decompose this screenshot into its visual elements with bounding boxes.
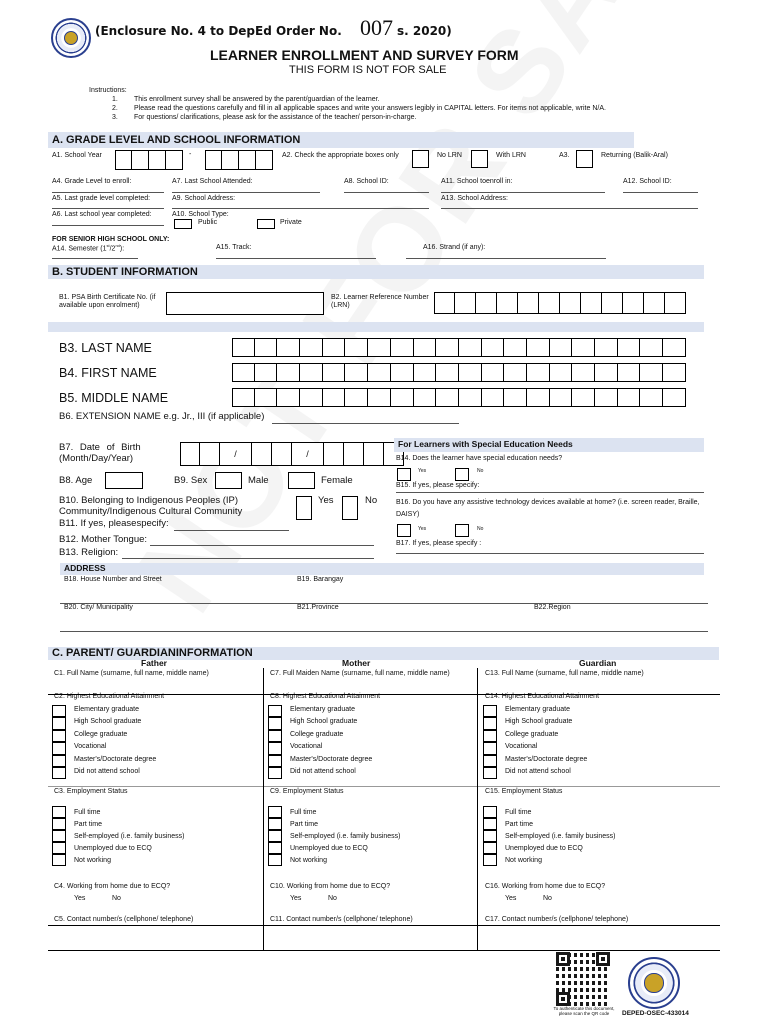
shs-label: FOR SENIOR HIGH SCHOOL ONLY: (52, 236, 170, 243)
a6-label: A6. Last school year completed: (52, 211, 152, 218)
enclosure-suffix: s. 2020) (397, 24, 452, 38)
educ-option: Master's/Doctorate degree (74, 755, 157, 763)
b17-label: B17. If yes, please specify : (396, 540, 482, 547)
educ-option: Elementary graduate (505, 706, 570, 713)
middle-name-boxes[interactable] (232, 388, 686, 407)
middle-name-box[interactable] (595, 388, 618, 407)
last-name-box[interactable] (459, 338, 482, 357)
female-label: Female (321, 475, 353, 486)
a11-label: A11. School toenroll in: (441, 178, 513, 185)
full-name-label: C13. Full Name (surname, full name, middle name) (485, 670, 644, 677)
last-name-box[interactable] (572, 338, 595, 357)
a14-field[interactable] (52, 258, 138, 259)
middle-name-box[interactable] (232, 388, 255, 407)
b12-label: B12. Mother Tongue: (59, 534, 148, 545)
age-field[interactable] (105, 472, 143, 489)
last-name-box[interactable] (436, 338, 459, 357)
middle-name-box[interactable] (368, 388, 391, 407)
a1-label: A1. School Year (52, 152, 102, 159)
educ-label: C8. Highest Educational Attainment (270, 693, 381, 700)
middle-name-box[interactable] (277, 388, 300, 407)
first-name-box[interactable] (618, 363, 641, 382)
first-name-box[interactable] (368, 363, 391, 382)
last-name-box[interactable] (232, 338, 255, 357)
form-title: LEARNER ENROLLMENT AND SURVEY FORM (210, 47, 519, 63)
employment-option: Not working (290, 857, 327, 864)
last-name-box[interactable] (414, 338, 437, 357)
last-name-box[interactable] (277, 338, 300, 357)
a8-label: A8. School ID: (344, 178, 389, 185)
a12-field[interactable] (623, 192, 698, 193)
educ-checkbox[interactable] (268, 730, 282, 742)
col-divider-2 (477, 668, 478, 950)
instructions-label: Instructions: (89, 87, 127, 94)
a16-label: A16. Strand (if any): (423, 244, 486, 251)
middle-name-box[interactable] (504, 388, 527, 407)
educ-option: Did not attend school (74, 768, 140, 775)
employment-option: Self-employed (i.e. family business) (290, 833, 401, 840)
middle-name-box[interactable] (527, 388, 550, 407)
first-name-box[interactable] (414, 363, 437, 382)
mother-tongue-field[interactable] (150, 545, 374, 546)
dob-digit-box[interactable] (344, 442, 364, 466)
educ-option: High School graduate (505, 718, 573, 726)
a15-field[interactable] (216, 258, 376, 259)
public-label: Public (198, 219, 218, 226)
with-lrn-checkbox[interactable] (471, 150, 488, 168)
order-number: 007 (360, 15, 393, 40)
column-head: Guardian (579, 658, 617, 668)
first-name-box[interactable] (300, 363, 323, 382)
b21-label: B21.Province (297, 604, 339, 611)
address-line-2[interactable] (60, 631, 708, 632)
employment-checkbox[interactable] (483, 842, 497, 854)
b20-label: B20. City/ Municipality (64, 604, 133, 611)
last-name-box[interactable] (618, 338, 641, 357)
b2-label: B2. Learner Reference Number (LRN) (331, 294, 429, 310)
educ-checkbox[interactable] (483, 755, 497, 767)
b16-label: B16. Do you have any assistive technology devices available at home? (i.e. screen reader, Braille, DAISY) (396, 499, 700, 518)
psa-birth-cert-field[interactable] (166, 292, 324, 315)
female-checkbox[interactable] (288, 472, 315, 489)
assistive-no-checkbox[interactable] (455, 524, 469, 537)
form-subtitle: THIS FORM IS NOT FOR SALE (289, 64, 447, 76)
contact-label: C11. Contact number/s (cellphone/ telephone) (270, 916, 413, 923)
address-line-1[interactable] (60, 603, 708, 604)
sped-yes-checkbox[interactable] (397, 468, 411, 481)
educ-checkbox[interactable] (483, 742, 497, 754)
educ-option: Vocational (290, 743, 323, 751)
employment-option: Not working (505, 857, 542, 864)
deped-seal-footer (628, 957, 680, 1009)
employment-checkbox[interactable] (268, 830, 282, 842)
a13-field[interactable] (441, 208, 698, 209)
last-name-box[interactable] (482, 338, 505, 357)
assistive-yes-label: Yes (418, 526, 427, 532)
educ-option: Did not attend school (290, 768, 356, 775)
lrn-box[interactable] (602, 292, 623, 314)
wfh-no[interactable]: No (543, 895, 552, 902)
a8-field[interactable] (344, 192, 429, 193)
a9-field[interactable] (172, 208, 429, 209)
employment-option: Part time (505, 821, 534, 828)
employment-checkbox[interactable] (268, 854, 282, 866)
first-name-box[interactable] (277, 363, 300, 382)
employment-option: Part time (74, 821, 103, 828)
employment-checkbox[interactable] (52, 842, 66, 854)
wfh-yes[interactable]: Yes (505, 895, 517, 902)
middle-name-box[interactable] (391, 388, 414, 407)
sped-no-label: No (477, 468, 484, 474)
middle-name-box[interactable] (459, 388, 482, 407)
middle-name-box[interactable] (640, 388, 663, 407)
full-name-label: C7. Full Maiden Name (surname, full name, middle name) (270, 670, 450, 677)
first-name-box[interactable] (436, 363, 459, 382)
educ-checkbox[interactable] (52, 705, 66, 717)
public-checkbox[interactable] (174, 219, 192, 229)
middle-name-box[interactable] (482, 388, 505, 407)
educ-checkbox[interactable] (268, 705, 282, 717)
column-head: Father (141, 658, 167, 668)
dob-digit-box[interactable] (272, 442, 292, 466)
employment-checkbox[interactable] (483, 830, 497, 842)
educ-option: College graduate (290, 730, 344, 738)
wfh-label: C4. Working from home due to ECQ? (54, 883, 171, 890)
wfh-no[interactable]: No (328, 895, 337, 902)
sped-specify-field[interactable] (396, 492, 704, 493)
b11-label: B11. If yes, pleasespecify: (59, 518, 169, 529)
full-name-label: C1. Full Name (surname, full name, middle name) (54, 670, 209, 677)
first-name-box[interactable] (459, 363, 482, 382)
ip-no-checkbox[interactable] (342, 496, 358, 520)
educ-label: C2. Highest Educational Attainment (54, 693, 165, 700)
b10-label: B10. Belonging to Indigenous Peoples (IP) Community/Indigenous Cultural Community (59, 495, 243, 517)
middle-name-box[interactable] (572, 388, 595, 407)
employment-option: Unemployed due to ECQ (290, 845, 368, 852)
ip-specify-field[interactable] (174, 530, 289, 531)
instruction-text: This enrollment survey shall be answered by the parent/guardian of the learner. (134, 96, 380, 103)
column-head: Mother (342, 658, 371, 668)
a5-label: A5. Last grade level completed: (52, 195, 151, 202)
last-name-box[interactable] (640, 338, 663, 357)
divider-contact (48, 925, 720, 926)
divider-bottom (48, 950, 720, 951)
middle-name-box[interactable] (436, 388, 459, 407)
middle-name-box[interactable] (550, 388, 573, 407)
lrn-box[interactable] (581, 292, 602, 314)
dob-digit-box[interactable] (324, 442, 344, 466)
employment-option: Full time (505, 809, 532, 816)
deped-seal-logo (51, 18, 91, 58)
employment-checkbox[interactable] (268, 806, 282, 818)
employment-option: Unemployed due to ECQ (74, 845, 152, 852)
lrn-box[interactable] (455, 292, 476, 314)
sped-no-checkbox[interactable] (455, 468, 469, 481)
lrn-box[interactable] (539, 292, 560, 314)
lrn-box[interactable] (560, 292, 581, 314)
private-label: Private (280, 219, 302, 226)
a3-label: A3. (559, 152, 570, 159)
wfh-label: C16. Working from home due to ECQ? (485, 883, 606, 890)
returning-label: Returning (Balik-Aral) (601, 152, 668, 159)
no-lrn-checkbox[interactable] (412, 150, 429, 168)
educ-option: Vocational (505, 743, 538, 751)
educ-option: Did not attend school (505, 768, 571, 775)
dob-digit-box[interactable] (364, 442, 384, 466)
middle-name-box[interactable] (345, 388, 368, 407)
section-c-title: C. PARENT/ GUARDIANINFORMATION (52, 647, 253, 659)
educ-option: Vocational (74, 743, 107, 751)
employment-checkbox[interactable] (52, 806, 66, 818)
lrn-box[interactable] (434, 292, 455, 314)
a7-field[interactable] (172, 192, 320, 193)
first-name-box[interactable] (595, 363, 618, 382)
dob-digit-box[interactable] (180, 442, 200, 466)
qr-code (556, 952, 610, 1006)
section-a-title: A. GRADE LEVEL AND SCHOOL INFORMATION (52, 134, 301, 146)
document-code: DEPED-OSEC-433014 (622, 1010, 689, 1017)
ip-no-label: No (365, 495, 378, 506)
dob-digit-box[interactable] (252, 442, 272, 466)
educ-checkbox[interactable] (52, 755, 66, 767)
school-year-start-boxes[interactable] (115, 150, 183, 170)
educ-option: College graduate (505, 730, 559, 738)
educ-label: C14. Highest Educational Attainment (485, 693, 600, 700)
a5-field[interactable] (52, 208, 164, 209)
a9-label: A9. School Address: (172, 195, 236, 202)
a7-label: A7. Last School Attended: (172, 178, 253, 185)
educ-checkbox[interactable] (268, 767, 282, 779)
last-name-boxes[interactable] (232, 338, 686, 357)
employment-option: Self-employed (i.e. family business) (505, 833, 616, 840)
wfh-label: C10. Working from home due to ECQ? (270, 883, 391, 890)
b19-label: B19. Barangay (297, 576, 344, 583)
educ-checkbox[interactable] (483, 730, 497, 742)
a1-dash: - (189, 151, 192, 158)
instruction-num: 1. (112, 96, 118, 103)
educ-checkbox[interactable] (268, 742, 282, 754)
educ-option: Elementary graduate (290, 706, 355, 713)
educ-checkbox[interactable] (483, 717, 497, 729)
enclosure-prefix: (Enclosure No. 4 to DepEd Order No. (95, 24, 342, 38)
ip-yes-label: Yes (318, 495, 334, 506)
employment-label: C15. Employment Status (485, 788, 563, 795)
employment-option: Unemployed due to ECQ (505, 845, 583, 852)
wfh-yes[interactable]: Yes (290, 895, 302, 902)
first-name-box[interactable] (345, 363, 368, 382)
qr-note: To authenticate this document, please scan the QR code (553, 1006, 615, 1016)
b5-label: B5. MIDDLE NAME (59, 391, 169, 405)
a13-label: A13. School Address: (441, 195, 508, 202)
male-label: Male (248, 475, 269, 486)
last-name-box[interactable] (255, 338, 278, 357)
educ-checkbox[interactable] (52, 767, 66, 779)
with-lrn-label: With LRN (496, 152, 526, 159)
dob-digit-box[interactable] (200, 442, 220, 466)
returning-checkbox[interactable] (576, 150, 593, 168)
b15-label: B15. If yes, please specify: (396, 482, 480, 489)
instruction-num: 2. (112, 105, 118, 112)
dob-separator: / (220, 442, 252, 466)
a12-label: A12. School ID: (623, 178, 672, 185)
divider-emp (48, 786, 720, 787)
assistive-specify-field[interactable] (396, 553, 704, 554)
no-lrn-label: No LRN (437, 152, 462, 159)
last-name-box[interactable] (368, 338, 391, 357)
b7-label: B7. Date of Birth (Month/Day/Year) (59, 442, 141, 464)
b13-label: B13. Religion: (59, 547, 119, 558)
section-b-title: B. STUDENT INFORMATION (52, 266, 198, 278)
first-name-box[interactable] (255, 363, 278, 382)
employment-checkbox[interactable] (52, 818, 66, 830)
wfh-no[interactable]: No (112, 895, 121, 902)
contact-label: C5. Contact number/s (cellphone/ telephone) (54, 916, 194, 923)
lrn-box[interactable] (644, 292, 665, 314)
employment-checkbox[interactable] (268, 818, 282, 830)
instruction-text: For questions/ clarifications, please ask for the assistance of the teacher/ person-in-charge. (134, 114, 417, 121)
wfh-yes[interactable]: Yes (74, 895, 86, 902)
first-name-box[interactable] (504, 363, 527, 382)
last-name-box[interactable] (504, 338, 527, 357)
employment-checkbox[interactable] (268, 842, 282, 854)
extension-name-field[interactable] (272, 423, 459, 424)
first-name-box[interactable] (482, 363, 505, 382)
first-name-box[interactable] (572, 363, 595, 382)
middle-name-box[interactable] (663, 388, 686, 407)
employment-checkbox[interactable] (52, 830, 66, 842)
col-divider-1 (263, 668, 264, 950)
b6-label: B6. EXTENSION NAME e.g. Jr., III (if applicable) (59, 411, 265, 422)
a11-field[interactable] (441, 192, 605, 193)
educ-checkbox[interactable] (52, 730, 66, 742)
last-name-box[interactable] (300, 338, 323, 357)
male-checkbox[interactable] (215, 472, 242, 489)
lrn-box[interactable] (665, 292, 686, 314)
a15-label: A15. Track: (216, 244, 252, 251)
educ-option: College graduate (74, 730, 128, 738)
middle-name-box[interactable] (323, 388, 346, 407)
first-name-box[interactable] (663, 363, 686, 382)
employment-option: Full time (74, 809, 101, 816)
last-name-box[interactable] (663, 338, 686, 357)
first-name-box[interactable] (640, 363, 663, 382)
employment-label: C3. Employment Status (54, 788, 128, 795)
employment-option: Part time (290, 821, 319, 828)
lrn-box[interactable] (497, 292, 518, 314)
employment-checkbox[interactable] (52, 854, 66, 866)
section-b-divider (48, 322, 704, 332)
employment-option: Not working (74, 857, 111, 864)
first-name-box[interactable] (527, 363, 550, 382)
first-name-box[interactable] (391, 363, 414, 382)
instruction-num: 3. (112, 114, 118, 121)
b3-label: B3. LAST NAME (59, 341, 152, 355)
contact-label: C17. Contact number/s (cellphone/ telephone) (485, 916, 629, 923)
sped-title: For Learners with Special Education Needs (398, 439, 573, 449)
private-checkbox[interactable] (257, 219, 275, 229)
last-name-box[interactable] (345, 338, 368, 357)
last-name-box[interactable] (550, 338, 573, 357)
last-name-box[interactable] (595, 338, 618, 357)
ip-yes-checkbox[interactable] (296, 496, 312, 520)
educ-checkbox[interactable] (52, 717, 66, 729)
employment-checkbox[interactable] (483, 854, 497, 866)
lrn-box[interactable] (518, 292, 539, 314)
middle-name-box[interactable] (414, 388, 437, 407)
educ-option: High School graduate (290, 718, 358, 726)
last-name-box[interactable] (323, 338, 346, 357)
assistive-yes-checkbox[interactable] (397, 524, 411, 537)
lrn-box[interactable] (476, 292, 497, 314)
educ-option: Master's/Doctorate degree (290, 755, 373, 763)
a6-field[interactable] (52, 225, 164, 226)
educ-checkbox[interactable] (483, 767, 497, 779)
employment-checkbox[interactable] (483, 818, 497, 830)
b18-label: B18. House Number and Street (64, 576, 162, 583)
b1-label: B1. PSA Birth Certificate No. (if available upon enrolment) (59, 294, 156, 310)
employment-option: Self-employed (i.e. family business) (74, 833, 185, 840)
a14-label: A14. Semester (1st/2nd): (52, 243, 125, 253)
b14-label: B14. Does the learner have special education needs? (396, 455, 563, 462)
a4-field[interactable] (52, 192, 164, 193)
school-year-end-boxes[interactable] (205, 150, 273, 170)
educ-checkbox[interactable] (483, 705, 497, 717)
educ-option: High School graduate (74, 718, 142, 726)
sped-yes-label: Yes (418, 468, 427, 474)
b9-label: B9. Sex (174, 475, 208, 486)
educ-checkbox[interactable] (268, 717, 282, 729)
last-name-box[interactable] (391, 338, 414, 357)
last-name-box[interactable] (527, 338, 550, 357)
first-name-box[interactable] (232, 363, 255, 382)
instruction-text: Please read the questions carefully and fill in all applicable spaces and write your answers legibly in CAPITAL letters. For items not applicable, write N/A. (134, 105, 606, 112)
middle-name-box[interactable] (300, 388, 323, 407)
b4-label: B4. FIRST NAME (59, 366, 157, 380)
lrn-box[interactable] (623, 292, 644, 314)
b8-label: B8. Age (59, 475, 93, 486)
a4-label: A4. Grade Level to enroll: (52, 178, 132, 185)
educ-option: Elementary graduate (74, 706, 139, 713)
first-name-boxes[interactable] (232, 363, 686, 382)
employment-option: Full time (290, 809, 317, 816)
divider-educ (48, 694, 720, 695)
educ-checkbox[interactable] (52, 742, 66, 754)
employment-label: C9. Employment Status (270, 788, 344, 795)
date-of-birth-boxes[interactable] (180, 442, 404, 466)
middle-name-box[interactable] (255, 388, 278, 407)
dob-separator: / (292, 442, 324, 466)
religion-field[interactable] (122, 558, 374, 559)
assistive-no-label: No (477, 526, 484, 532)
address-title: ADDRESS (64, 563, 106, 573)
educ-option: Master's/Doctorate degree (505, 755, 588, 763)
a2-label: A2. Check the appropriate boxes only (282, 152, 399, 159)
b22-label: B22.Region (534, 604, 571, 611)
a16-field[interactable] (406, 258, 606, 259)
employment-checkbox[interactable] (483, 806, 497, 818)
lrn-boxes[interactable] (434, 292, 686, 314)
first-name-box[interactable] (550, 363, 573, 382)
first-name-box[interactable] (323, 363, 346, 382)
address-band (60, 563, 704, 575)
middle-name-box[interactable] (618, 388, 641, 407)
a10-label: A10. School Type: (172, 211, 229, 218)
educ-checkbox[interactable] (268, 755, 282, 767)
